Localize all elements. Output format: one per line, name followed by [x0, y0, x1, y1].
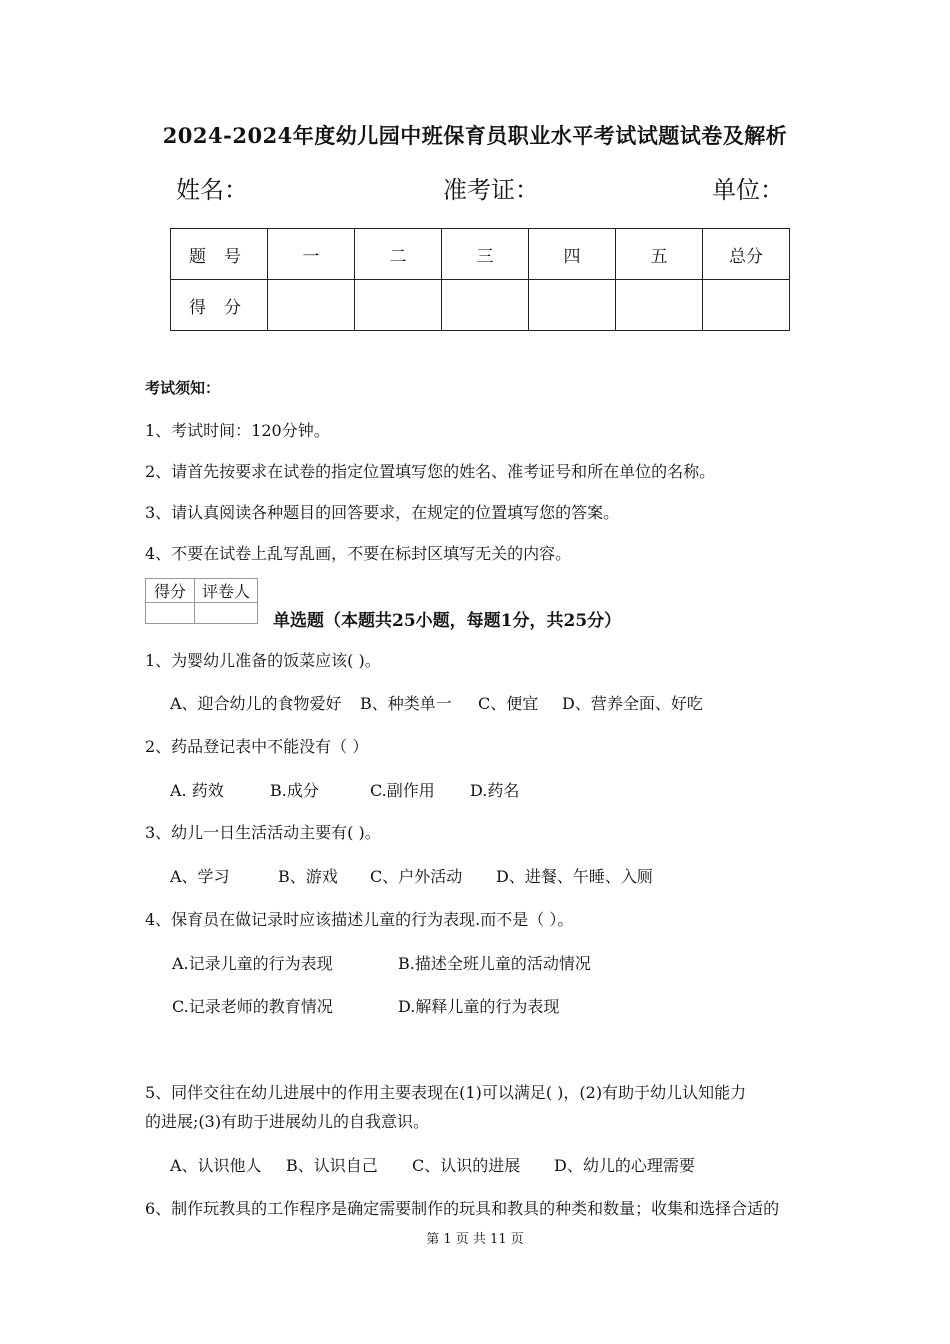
notice-item: 3、请认真阅读各种题目的回答要求，在规定的位置填写您的答案。	[145, 503, 620, 522]
notice-heading: 考试须知：	[145, 379, 221, 397]
score-cell	[442, 280, 529, 331]
answer-option: D.药名	[470, 781, 520, 800]
question-stem: 2、药品登记表中不能没有（ ）	[145, 737, 369, 756]
answer-option: B、游戏	[278, 867, 338, 886]
score-cell	[529, 280, 616, 331]
grader-name-label: 评卷人	[195, 579, 258, 603]
notice-item: 1、考试时间：120分钟。	[145, 421, 330, 440]
answer-option: D.解释儿童的行为表现	[398, 997, 560, 1016]
answer-option: B.描述全班儿童的活动情况	[398, 954, 591, 973]
answer-option: C、便宜	[478, 694, 539, 713]
answer-option: A.记录儿童的行为表现	[172, 954, 333, 973]
answer-option: B、种类单一	[360, 694, 452, 713]
score-table-header-cell: 三	[442, 229, 529, 280]
score-table-header-row	[171, 229, 790, 280]
notice-item: 4、不要在试卷上乱写乱画，不要在标封区填写无关的内容。	[145, 544, 572, 563]
score-table-header-cell: 一	[268, 229, 355, 280]
section-heading: 单选题（本题共25小题，每题1分，共25分）	[273, 611, 622, 631]
answer-option: D、进餐、午睡、入厕	[496, 867, 653, 886]
score-table	[170, 228, 790, 331]
score-cell	[355, 280, 442, 331]
answer-option: C.副作用	[370, 781, 435, 800]
question-stem-continued: 的进展;(3)有助于进展幼儿的自我意识。	[145, 1112, 430, 1131]
answer-option: A、迎合幼儿的食物爱好	[170, 694, 342, 713]
notice-item: 2、请首先按要求在试卷的指定位置填写您的姓名、准考证号和所在单位的名称。	[145, 462, 716, 481]
page-footer: 第 1 页 共 11 页	[426, 1232, 524, 1247]
answer-option: A、学习	[170, 867, 230, 886]
score-cell	[616, 280, 703, 331]
answer-option: A. 药效	[170, 781, 224, 800]
score-table-header-cell: 四	[529, 229, 616, 280]
answer-option: A、认识他人	[170, 1156, 262, 1175]
answer-option: D、幼儿的心理需要	[554, 1156, 695, 1175]
score-table-header-cell: 总分	[703, 229, 790, 280]
score-table-header-cell: 题号	[171, 229, 268, 280]
score-cell	[268, 280, 355, 331]
exam-id-label: 准考证：	[443, 176, 539, 204]
grader-score-label: 得分	[146, 579, 195, 603]
grader-box	[145, 578, 258, 624]
answer-option: C、户外活动	[370, 867, 463, 886]
score-table-score-row	[171, 280, 790, 331]
grader-score-cell	[146, 603, 195, 624]
question-stem: 6、制作玩教具的工作程序是确定需要制作的玩具和教具的种类和数量；收集和选择合适的	[145, 1199, 780, 1218]
score-cell	[703, 280, 790, 331]
question-stem: 3、幼儿一日生活活动主要有( )。	[145, 823, 381, 842]
exam-title: 2024-2024年度幼儿园中班保育员职业水平考试试题试卷及解析	[162, 123, 788, 148]
question-stem: 1、为婴幼儿准备的饭菜应该( )。	[145, 651, 381, 670]
answer-option: B、认识自己	[286, 1156, 378, 1175]
answer-option: C、认识的进展	[412, 1156, 521, 1175]
answer-option: B.成分	[270, 781, 319, 800]
name-label: 姓名：	[176, 176, 248, 204]
answer-option: C.记录老师的教育情况	[172, 997, 333, 1016]
score-row-label: 得分	[171, 280, 268, 331]
grader-name-cell	[195, 603, 258, 624]
answer-option: D、营养全面、好吃	[562, 694, 703, 713]
unit-label: 单位：	[712, 176, 784, 204]
score-table-header-cell: 五	[616, 229, 703, 280]
score-table-header-cell: 二	[355, 229, 442, 280]
question-stem: 5、同伴交往在幼儿进展中的作用主要表现在(1)可以满足( )，(2)有助于幼儿认知能力	[145, 1083, 747, 1102]
question-stem: 4、保育员在做记录时应该描述儿童的行为表现.而不是（ ）。	[145, 910, 574, 929]
